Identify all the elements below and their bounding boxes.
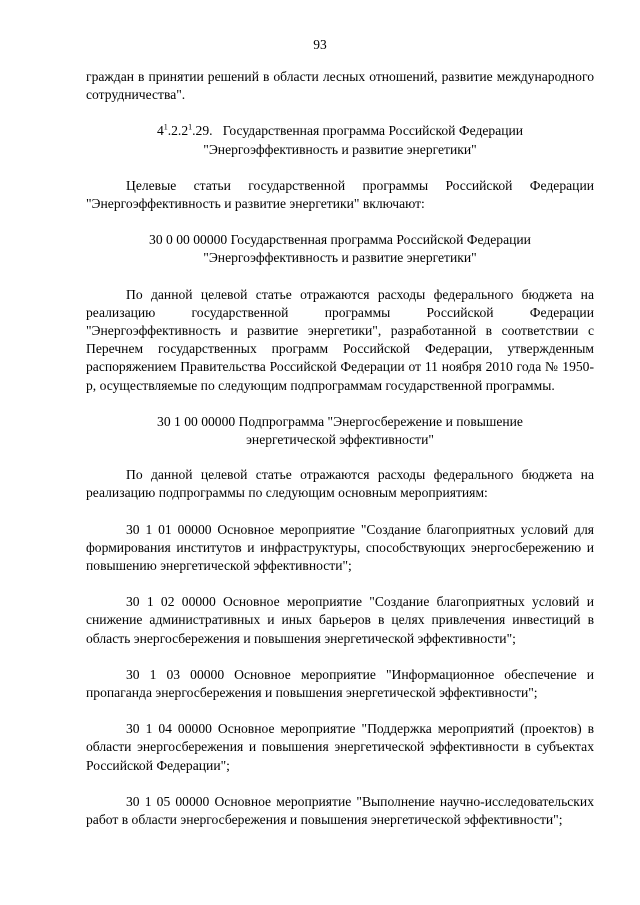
section-heading xyxy=(86,122,594,158)
section-title-line-1: Государственная программа Российской Федерации xyxy=(222,123,524,139)
paragraph-measure-30101: 30 1 01 00000 Основное мероприятие "Создание благоприятных условий для формирования институтов и инфраструктуры, способствующих энергосбережению и повышению энергетической эффективности"; xyxy=(86,521,594,574)
paragraph-continuation: граждан в принятии решений в области лесных отношений, развитие международного сотрудничества". xyxy=(86,69,594,103)
section-title-line-2: "Энергоэффективность и развитие энергетики" xyxy=(203,141,477,157)
paragraph-measure-30104: 30 1 04 00000 Основное мероприятие "Поддержка мероприятий (проектов) в области энергосбережения и повышения энергетической эффективности в субъектах Российской Федерации"; xyxy=(86,721,594,773)
page-number: 93 xyxy=(313,37,327,52)
section-number: $4^1.2.2^1.29$. xyxy=(156,122,213,139)
target-article-heading-subprogram: 30 1 00 00000 Подпрограмма "Энергосбережение и повышение энергетической эффективности" xyxy=(157,413,523,448)
paragraph-subprogram-expenses: По данной целевой статье отражаются расходы федерального бюджета на реализацию подпрограммы по следующим основным мероприятиям: xyxy=(86,467,594,501)
paragraph-measure-30102: 30 1 02 00000 Основное мероприятие "Создание благоприятных условий и снижение административных и иных барьеров в целях привлечения инвестиций в область энергосбережения и повышения энергетической эффективности"; xyxy=(86,594,594,646)
target-article-heading-program: 30 0 00 00000 Государственная программа Российской Федерации "Энергоэффективность и развитие энергетики" xyxy=(149,232,531,266)
paragraph-measure-30105: 30 1 05 00000 Основное мероприятие "Выполнение научно-исследовательских работ в области энергосбережения и повышения энергетической эффективности"; xyxy=(86,793,594,828)
paragraph-measure-30103: 30 1 03 00000 Основное мероприятие "Информационное обеспечение и пропаганда энергосбережения и повышения энергетической эффективности"; xyxy=(86,666,594,701)
paragraph-target-articles: Целевые статьи государственной программы Российской Федерации "Энергоэффективность и развитие энергетики" включают: xyxy=(86,177,594,212)
paragraph-program-expenses: По данной целевой статье отражаются расходы федерального бюджета на реализацию государственной программы Российской Федерации "Энергоэффективность и развитие энергетики", разработанной в соответствии с Перечнем государственных программ Российской Федерации, утвержденным распоряжением Правительства Российской Федерации от 11 ноября 2010 года № 1950-р, осуществляемые по следующим подпрограммам государственной программы. xyxy=(86,286,594,393)
document-body xyxy=(86,68,594,829)
